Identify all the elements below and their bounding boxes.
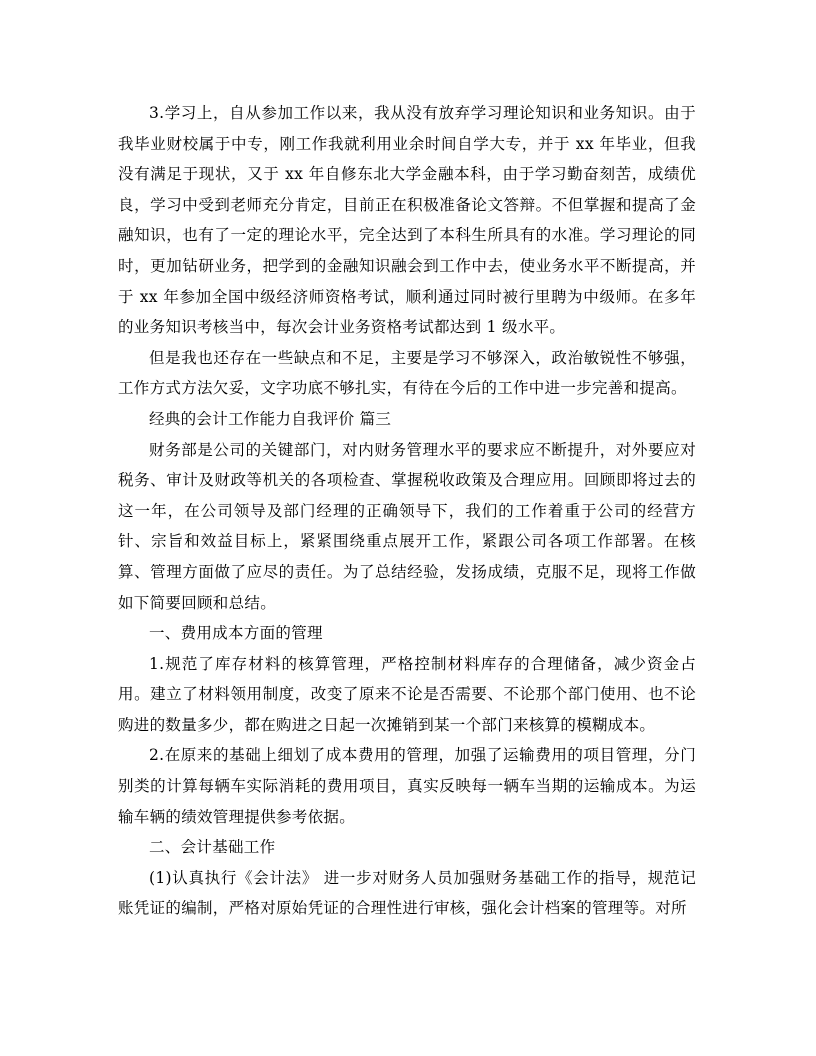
section-title-part-three: 经典的会计工作能力自我评价 篇三 — [149, 409, 392, 428]
document-body — [118, 98, 696, 924]
heading-cost-management: 一、费用成本方面的管理 — [149, 624, 323, 643]
paragraph-study: 3.学习上，自从参加工作以来，我从没有放弃学习理论知识和业务知识。由于我毕业财校属于中专，刚工作我就利用业余时间自学大专，并于 xx 年毕业，但我没有满足于现状，又于 xx 年自修东北大学金融本科，由于学习勤奋刻苦，成绩优良，学习中受到老师充分肯定，目前正在积极准备论文答辩。不但掌握和提高了金融知识，也有了一定的理论水平，完全达到了本科生所具有的水准。学习理论的同时，更加钻研业务，把学到的金融知识融会到工作中去，使业务水平不断提高，并于 xx 年参加全国中级经济师资格考试，顺利通过同时被行里聘为中级师。在多年的业务知识考核当中，每次会计业务资格考试都达到 1 级水平。 — [118, 104, 696, 337]
paragraph-transport-cost: 2.在原来的基础上细划了成本费用的管理，加强了运输费用的项目管理，分门别类的计算每辆车实际消耗的费用项目，真实反映每一辆车当期的运输成本。为运输车辆的绩效管理提供参考依据。 — [118, 746, 696, 826]
heading-accounting-basics: 二、会计基础工作 — [149, 838, 276, 857]
paragraph-shortcomings: 但是我也还存在一些缺点和不足，主要是学习不够深入，政治敏锐性不够强，工作方式方法欠妥，文字功底不够扎实，有待在今后的工作中进一步完善和提高。 — [118, 348, 696, 398]
paragraph-accounting-law: (1)认真执行《会计法》 进一步对财务人员加强财务基础工作的指导，规范记账凭证的编制，严格对原始凭证的合理性进行审核，强化会计档案的管理等。对所 — [118, 868, 696, 918]
paragraph-finance-intro: 财务部是公司的关键部门，对内财务管理水平的要求应不断提升，对外要应对税务、审计及财政等机关的各项检查、掌握税收政策及合理应用。回顾即将过去的这一年，在公司领导及部门经理的正确领导下，我们的工作着重于公司的经营方针、宗旨和效益目标上，紧紧围绕重点展开工作，紧跟公司各项工作部署。在核算、管理方面做了应尽的责任。为了总结经验，发扬成绩，克服不足，现将工作做如下简要回顾和总结。 — [118, 440, 696, 612]
paragraph-inventory: 1.规范了库存材料的核算管理，严格控制材料库存的合理储备，减少资金占用。建立了材料领用制度，改变了原来不论是否需要、不论那个部门使用、也不论购进的数量多少，都在购进之日起一次摊销到某一个部门来核算的模糊成本。 — [118, 654, 696, 734]
